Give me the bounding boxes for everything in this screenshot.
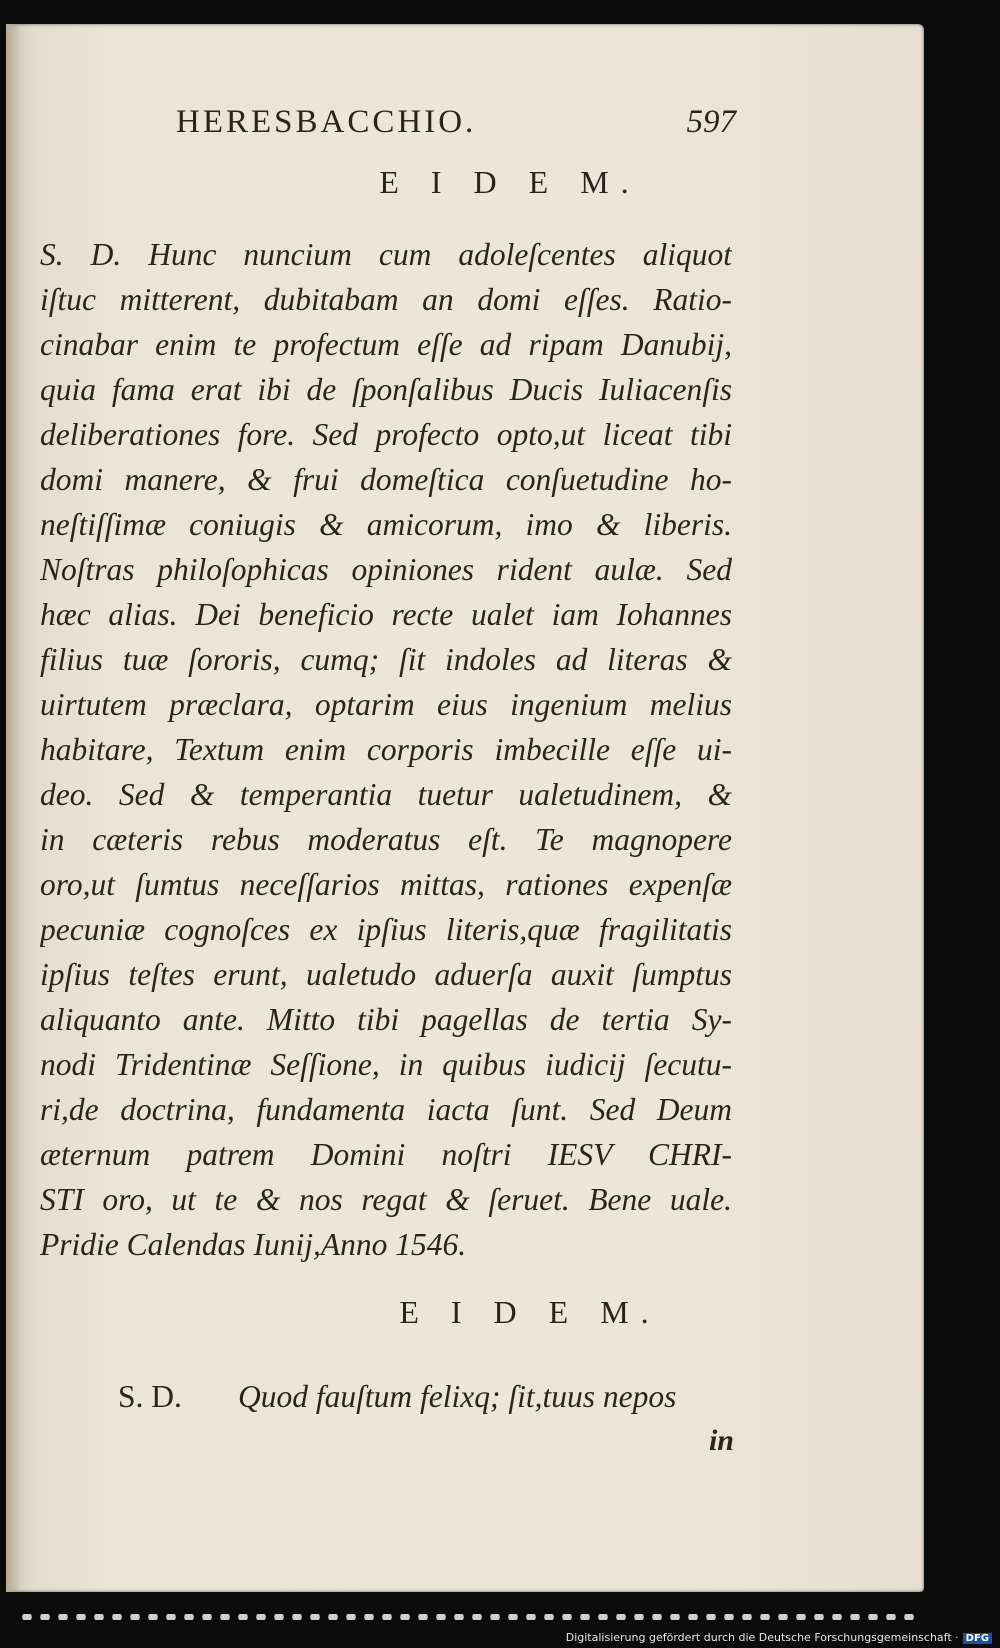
letter-title: E I D E M.	[399, 1294, 661, 1330]
text-line: deo. Sed & temperantia tuetur ualetudinem, &	[40, 777, 732, 812]
text-line: STI oro, ut te & nos regat & ſeruet. Bene uale.	[40, 1182, 732, 1217]
text-line: Quod fauſtum felixq; ſit,tuus nepos	[238, 1379, 677, 1414]
text-line: neſtiſſimæ coniugis & amicorum, imo & liberis.	[40, 507, 732, 542]
text-line: uirtutem præclara, optarim eius ingenium melius	[40, 687, 732, 722]
salutation: S. D.	[118, 1379, 182, 1414]
letter-title: E I D E M.	[379, 164, 641, 200]
text-line: S. D. Hunc nuncium cum adoleſcentes aliquot	[40, 237, 732, 272]
perforation-dots	[18, 1614, 920, 1620]
text-line: filius tuæ ſororis, cumq; ſit indoles ad literas &	[40, 642, 732, 677]
letter-body	[40, 232, 732, 1267]
text-line: in cæteris rebus moderatus eſt. Te magnopere	[40, 822, 732, 857]
text-line: deliberationes fore. Sed profecto opto,ut liceat tibi	[40, 417, 732, 452]
catchword: in	[708, 1424, 734, 1457]
running-title: HERESBACCHIO.	[176, 104, 477, 140]
text-line: nodi Tridentinæ Seſſione, in quibus iudicij ſecutu-	[40, 1047, 732, 1082]
footer-strip	[0, 1592, 1000, 1648]
text-line: quia fama erat ibi de ſponſalibus Ducis Iuliacenſis	[40, 372, 732, 407]
text-line: cinabar enim te profectum eſſe ad ripam Danubij,	[40, 327, 732, 362]
second-letter-opening	[118, 1374, 744, 1419]
text-line: Noſtras philoſophicas opiniones rident aulæ. Sed	[40, 552, 732, 587]
text-line: habitare, Textum enim corporis imbecille eſſe ui-	[40, 732, 732, 767]
book-page	[6, 24, 924, 1592]
text-line: æternum patrem Domini noſtri IESV CHRI-	[40, 1137, 732, 1172]
text-line: ipſius teſtes erunt, ualetudo aduerſa auxit ſumptus	[40, 957, 732, 992]
text-line: domi manere, & frui domeſtica conſuetudine ho-	[40, 462, 732, 497]
text-line: iſtuc mitterent, dubitabam an domi eſſes. Ratio-	[40, 282, 732, 317]
text-line: aliquanto ante. Mitto tibi pagellas de tertia Sy-	[40, 1002, 732, 1037]
text-line: hæc alias. Dei beneficio recte ualet iam Iohannes	[40, 597, 732, 632]
text-line: pecuniæ cognoſces ex ipſius literis,quæ fragilitatis	[40, 912, 732, 947]
dfg-logo: DFG	[963, 1633, 992, 1644]
text-line: Pridie Calendas Iunij,Anno 1546.	[40, 1227, 467, 1262]
text-line: oro,ut ſumtus neceſſarios mittas, rationes expenſæ	[40, 867, 732, 902]
text-line: ri,de doctrina, fundamenta iacta ſunt. Sed Deum	[40, 1092, 732, 1127]
digitization-credit	[566, 1631, 992, 1644]
credit-text: Digitalisierung gefördert durch die Deutsche Forschungsgemeinschaft ·	[565, 1631, 959, 1644]
page-number: 597	[686, 104, 736, 140]
